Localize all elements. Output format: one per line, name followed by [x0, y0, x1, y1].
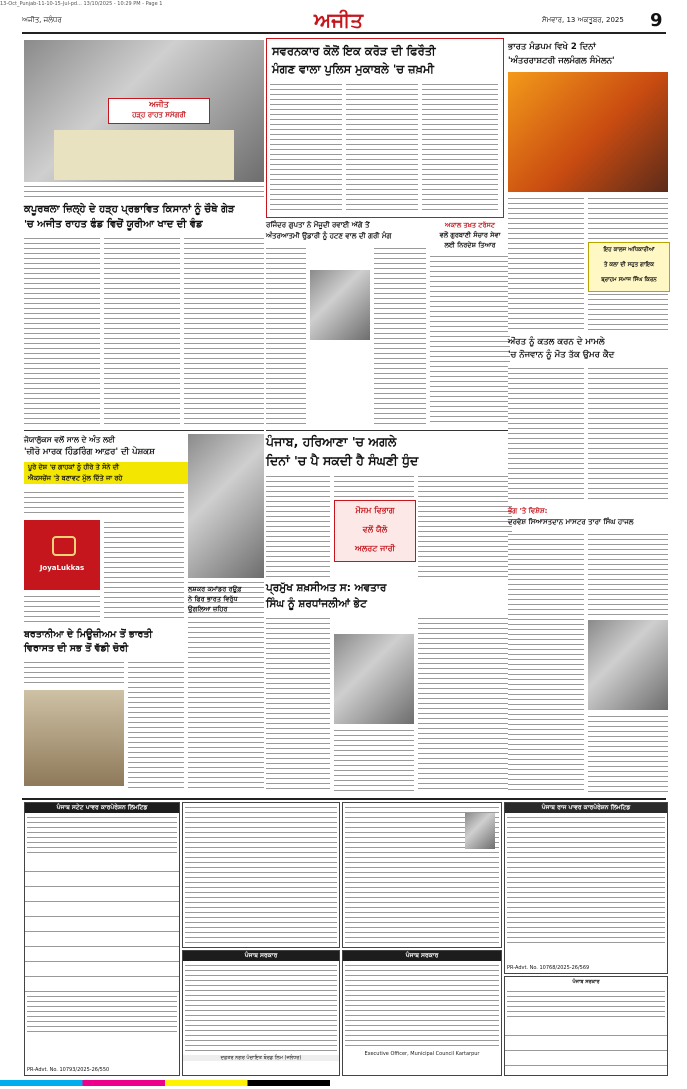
- ad-pspcl-2: [504, 802, 668, 974]
- sidebox-l3: ਬ੍ਰਾਹਮ ਸਮਾਜ ਸਿੰਘ ਕਿਰਨ: [601, 277, 657, 283]
- ad5-body: [507, 989, 665, 1019]
- story-body: [266, 246, 306, 426]
- headline-bharat-mandapam: [508, 40, 668, 68]
- ad3-body: [345, 963, 499, 1049]
- story-body: [508, 196, 584, 332]
- ad5-header: ਪੰਜਾਬ ਸਰਕਾਰ: [572, 979, 600, 985]
- gupta-l1: ਰਜਿੰਦਰ ਗੁਪਤਾ ਨੇ ਮੌਜੂਦੀ ਰਵਾਈ ਅੱਗੇ ਤੋਂ: [266, 221, 370, 229]
- ad-body: [185, 805, 337, 945]
- headline-avtar: [266, 580, 512, 612]
- ad1-row: [25, 947, 179, 962]
- ad3-sub: Executive Officer, Municipal Council Kartarpur: [364, 1051, 480, 1057]
- photo-banner: [108, 98, 210, 124]
- story-body: [24, 594, 100, 626]
- notice-photo: [465, 813, 495, 849]
- story-body: [588, 292, 668, 332]
- ads-divider: [22, 798, 666, 800]
- fog-l1: ਪੰਜਾਬ, ਹਰਿਆਣਾ 'ਚ ਅਗਲੇ: [266, 434, 397, 449]
- ad1-footer: PR-Advt. No. 10793/2025-26/550: [27, 1067, 110, 1073]
- photo-caption: [24, 184, 264, 200]
- ransom-l1: ਸਵਰਨਕਾਰ ਕੋਲੋਂ ਇਕ ਕਰੋੜ ਦੀ ਫਿਰੌਤੀ: [272, 44, 436, 58]
- headline-gupta: [266, 220, 426, 242]
- story-col: [104, 236, 180, 426]
- page-number: 9: [650, 10, 663, 31]
- ad3-header: ਪੰਜਾਬ ਸਰਕਾਰ: [343, 951, 501, 961]
- joyalukkas-highlight: [24, 462, 188, 484]
- weather-box-l2: ਵਲੋਂ ਯੈਲੋ: [362, 525, 388, 534]
- headline-ransom: [272, 42, 498, 78]
- story-body: [270, 82, 342, 212]
- headline-kapurthala-l1: ਕਪੂਰਥਲਾ ਜ਼ਿਲ੍ਹੇ ਦੇ ਹੜ੍ਹ ਪ੍ਰਭਾਵਿਤ ਕਿਸਾਨਾਂ ਨੂੰ ਚੌਥੇ ਗੇੜ: [24, 204, 235, 215]
- weather-box-l1: ਮੌਸਮ ਵਿਭਾਗ: [355, 506, 395, 515]
- ad1-row: [25, 932, 179, 947]
- story-body: [508, 366, 584, 502]
- photo-banner-sub: ਹੜ੍ਹ ਰਾਹਤ ਸਮੱਗਰੀ: [132, 111, 186, 119]
- story-body: [422, 82, 498, 212]
- headline-lashkar: [188, 584, 264, 614]
- person-photo: [188, 434, 264, 578]
- headline-museum: [24, 628, 184, 656]
- ad1-row: [25, 857, 179, 872]
- headline-kapurthala: [24, 202, 264, 232]
- headline-fog: [266, 432, 512, 470]
- avtar-l1: ਪ੍ਰਮੁੱਖ ਸ਼ਖ਼ਸੀਅਤ ਸ: ਅਵਤਾਰ: [266, 582, 387, 594]
- ad5-row: [505, 1036, 667, 1051]
- sidebox: [588, 242, 670, 292]
- tara-kicker: ਭੋਗ 'ਤੇ ਵਿਸ਼ੇਸ਼:: [508, 507, 548, 515]
- akal-kicker: ਅਕਾਲ ਤਖ਼ਤ ਟਰੱਸਟ: [445, 221, 495, 229]
- ad2-body: [185, 963, 337, 1053]
- headline-kapurthala-l2: 'ਚ ਅਜੀਤ ਰਾਹਤ ਫੰਡ ਵਿਚੋਂ ਯੂਰੀਆ ਖਾਦ ਦੀ ਵੰਡ: [24, 219, 203, 230]
- lashkar-l3: ਉਗਲਿਆ ਜ਼ਹਿਰ: [188, 605, 228, 613]
- ad1-row: [25, 902, 179, 917]
- story-body: [588, 366, 668, 502]
- story-body: [128, 660, 184, 790]
- mandapam-l2: 'ਅੰਤਰਰਾਸ਼ਟਰੀ ਜਲਮੰਗਲ ਸੰਮੇਲਨ': [508, 56, 615, 66]
- headline-murder: [508, 336, 668, 362]
- ad1-header: ਪੰਜਾਬ ਸਟੇਟ ਪਾਵਰ ਕਾਰਪੋਰੇਸ਼ਨ ਲਿਮਟਿਡ: [25, 803, 179, 813]
- story-body: [430, 254, 510, 426]
- story-col: [24, 236, 100, 426]
- headline-joyalukkas: [24, 434, 184, 459]
- joyalukkas-sub2: ਐਕਸਚੇਂਜ 'ਤੇ ਬਣਾਵਟ ਮੁੱਲ ਦਿੱਤੇ ਜਾ ਰਹੇ: [28, 474, 123, 482]
- day-date: ਸੋਮਵਾਰ, 13 ਅਕਤੂਬਰ, 2025: [542, 16, 624, 24]
- akal-main1: ਵਲੋਂ ਗੁਰਬਾਣੀ ਸੰਚਾਰ ਸੇਵਾ: [439, 231, 501, 239]
- ad1-row: [25, 887, 179, 902]
- ad-notice: [342, 802, 502, 948]
- ad1-row: [25, 977, 179, 992]
- mandapam-l1: ਭਾਰਤ ਮੰਡਪਮ ਵਿਖੇ 2 ਦਿਨਾਂ: [508, 42, 596, 52]
- murder-l2: 'ਚ ਨੌਜਵਾਨ ਨੂੰ ਮੌਤ ਤੱਕ ਉਮਰ ਕੈਦ: [508, 350, 615, 360]
- headline-tara-singh: [508, 506, 668, 528]
- fog-l2: ਦਿਨਾਂ 'ਚ ਪੈ ਸਕਦੀ ਹੈ ਸੰਘਣੀ ਧੁੰਦ: [266, 453, 419, 468]
- ad4-header: ਪੰਜਾਬ ਰਾਜ ਪਾਵਰ ਕਾਰਪੋਰੇਸ਼ਨ ਲਿਮਟਿਡ: [505, 803, 667, 813]
- museum-l2: ਵਿਰਾਸਤ ਦੀ ਸਭ ਤੋਂ ਵੱਡੀ ਚੋਰੀ: [24, 643, 129, 654]
- murder-l1: ਔਰਤ ਨੂੰ ਕਤਲ ਕਰਨ ਦੇ ਮਾਮਲੇ: [508, 337, 605, 347]
- story-body: [266, 474, 330, 578]
- crown-icon: [52, 536, 76, 556]
- story-body: [334, 474, 414, 498]
- ad-punjab-sarkar: [182, 950, 340, 1076]
- akal-main2: ਲਈ ਨਿਰਦੇਸ਼ ਤਿਆਰ: [444, 241, 496, 249]
- ad1-body: [27, 815, 177, 855]
- event-photo: [508, 72, 668, 192]
- joyalukkas-main: 'ਜ਼ੀਰੋ ਮਾਰਕ ਹਿੰਡਰਿੰਗ ਆਫ਼ਰ' ਦੀ ਪੇਸ਼ਕਸ਼: [24, 447, 155, 457]
- ad5-row: [505, 1051, 667, 1066]
- lashkar-l1: ਲਸ਼ਕਰ ਕਮਾਂਡਰ ਰਊਫ਼: [188, 585, 242, 593]
- print-info: 13-Oct_Punjab-11-10-15-Jul-pd... 13/10/2025 - 10:29 PM - Page 1: [0, 1, 163, 7]
- photo-banner-main: ਅਜੀਤ: [149, 100, 169, 109]
- tara-main: ਦਰਵੇਸ਼ ਸਿਆਸਤਦਾਨ ਮਾਸਟਰ ਤਾਰਾ ਸਿੰਘ ਹਾਜਲ: [508, 518, 634, 526]
- avtar-photo: [334, 634, 414, 724]
- ad4-body: [507, 815, 665, 945]
- story-body: [104, 520, 184, 620]
- sidebox-l1: ਇਹ ਕਾਲਜ ਅਧਿਕਾਰੀਆਂ: [603, 247, 655, 253]
- ad2-header: ਪੰਜਾਬ ਸਰਕਾਰ: [183, 951, 339, 961]
- joyalukkas-kicker: ਜੋਯਾਲੁੱਕਸ ਵਲੋਂ ਸਾਲ ਦੇ ਅੰਤ ਲਈ: [24, 435, 116, 444]
- story-body: [24, 490, 184, 516]
- story-body: [418, 616, 512, 792]
- ad1-row: [25, 917, 179, 932]
- avtar-l2: ਸਿੰਘ ਨੂੰ ਸ਼ਰਧਾਂਜਲੀਆਂ ਭੇਟ: [266, 598, 367, 610]
- joyalukkas-logo: [24, 520, 100, 590]
- registration-strip: [0, 1080, 687, 1086]
- ad4-footer: PR-Advt. No. 10768/2025-26/569: [507, 965, 590, 971]
- ad1-body: [27, 994, 177, 1034]
- story-body: [588, 714, 668, 792]
- ad-civil-works: [182, 802, 340, 948]
- divider: [266, 430, 512, 431]
- story-body: [24, 660, 124, 686]
- divider: [24, 430, 264, 431]
- ad-punjab-sarkar-2: [504, 976, 668, 1076]
- ransom-l2: ਮੰਗਣ ਵਾਲਾ ਪੁਲਿਸ ਮੁਕਾਬਲੇ 'ਚ ਜ਼ਖ਼ਮੀ: [272, 62, 434, 76]
- story-body: [418, 474, 512, 578]
- ad-municipal: [342, 950, 502, 1076]
- joyalukkas-sub1: ਪੂਰੇ ਦੇਸ਼ 'ਚ ਗਾਹਕਾਂ ਨੂੰ ਹੀਰੇ ਤੇ ਸੋਨੇ ਦੀ: [28, 463, 119, 471]
- tara-photo: [588, 620, 668, 710]
- logo-text: JoyaLukkas: [39, 564, 85, 572]
- sacks: [54, 130, 234, 180]
- ad1-row: [25, 962, 179, 977]
- gupta-photo: [310, 270, 370, 340]
- sidebox-l2: ਤੇ ਕਲਾ ਦੀ ਸਹੁਤ ਗਾਇਕ: [603, 262, 654, 268]
- story-body: [508, 532, 584, 792]
- headline-akal-trust: [430, 220, 510, 250]
- museum-l1: ਬਰਤਾਨੀਆ ਦੇ ਮਿਊਜ਼ੀਅਮ ਤੋਂ ਭਾਰਤੀ: [24, 629, 153, 640]
- story-body: [588, 532, 668, 616]
- story-col: [184, 236, 264, 426]
- ad2-sub: ਦਫ਼ਤਰ ਨਗਰ ਪੰਚਾਇਤ ਬੋਰਡ ਲਿਮ (ਜਲੰਧਰ): [183, 1055, 339, 1061]
- lashkar-l2: ਨੇ ਫਿਰ ਭਾਰਤ ਵਿਰੁੱਧ: [188, 595, 238, 603]
- museum-photo: [24, 690, 124, 786]
- masthead: ਅਜੀਤ: [314, 8, 364, 32]
- story-body: [334, 728, 414, 792]
- gupta-l2: ਅੰਤਰਆਤਮੀ ਉਡਾਰੀ ਨੂੰ ਹਟਣ ਵਾਲ ਦੀ ਗਰੀ ਮੰਗ: [266, 232, 392, 240]
- story-body: [346, 82, 418, 212]
- ad5-row: [505, 1021, 667, 1036]
- relief-photo: [24, 40, 264, 182]
- ad-pspcl: [24, 802, 180, 1076]
- weather-alert-box: [334, 500, 416, 562]
- ad1-row: [25, 872, 179, 887]
- dateline: ਅਜੀਤ, ਜਲੰਧਰ: [22, 16, 62, 24]
- story-body: [374, 246, 426, 426]
- story-body: [266, 616, 330, 792]
- weather-box-l3: ਅਲਰਟ ਜਾਰੀ: [354, 544, 396, 553]
- page-header: [22, 10, 666, 34]
- story-body: [588, 196, 668, 240]
